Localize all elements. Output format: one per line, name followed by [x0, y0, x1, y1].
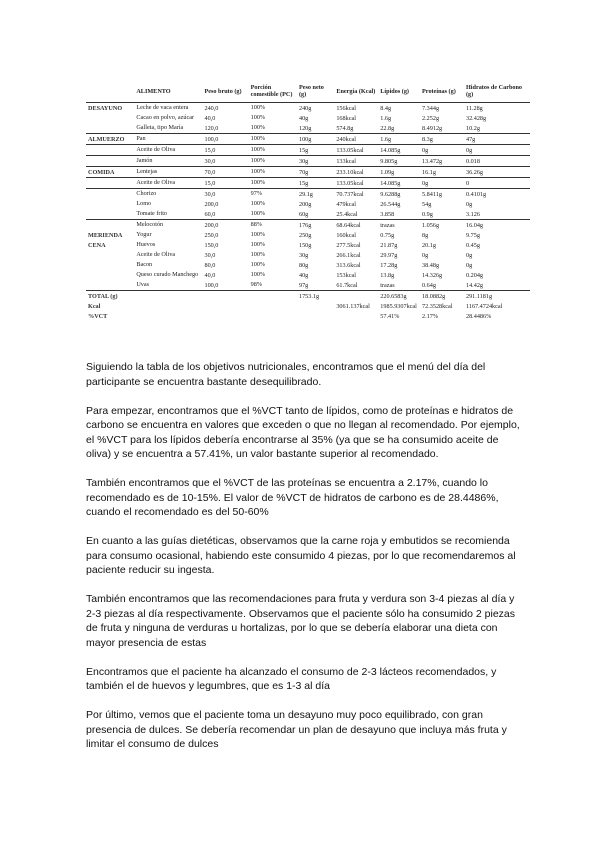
- cell-bruto: 70,0: [202, 167, 248, 178]
- paragraph: Encontramos que el paciente ha alcanzado el consumo de 2-3 lácteos recomendados, y también el de huevos y legumbres, que es 1-3 al día: [86, 665, 497, 692]
- cell-lipidos: 17.28g: [380, 261, 398, 269]
- total-lipidos: 1985.9307kcal: [380, 302, 417, 310]
- food-name: Uvas: [136, 280, 150, 288]
- cell-bruto: 100,0: [204, 281, 219, 289]
- cell-pc: 100%: [250, 260, 266, 268]
- cell-lipidos: 14.085g: [378, 145, 420, 156]
- food-name: Jamón: [134, 156, 202, 167]
- cell-lipidos: trazas: [378, 220, 420, 231]
- cell-energia: 574.8g: [336, 124, 354, 132]
- cell-energia: 25.4kcal: [336, 210, 358, 218]
- cell-energia: 61.7kcal: [336, 281, 358, 289]
- food-name: Aceite de Oliva: [134, 145, 202, 156]
- cell-proteinas: 8.3g: [420, 134, 464, 145]
- cell-neto: 29.1g: [297, 189, 334, 200]
- total-proteinas: 72.3528kcal: [422, 302, 453, 310]
- cell-bruto: 100,0: [202, 134, 248, 145]
- cell-hc: 36.26g: [464, 167, 530, 178]
- cell-hc: 0g: [465, 251, 473, 259]
- table-row: [86, 230, 530, 240]
- total-neto: 1753.1g: [297, 291, 334, 302]
- total-bruto: [202, 291, 248, 302]
- cell-lipidos: 21.87g: [380, 241, 398, 249]
- cell-pc: 100%: [249, 167, 297, 178]
- cell-lipidos: 1.6g: [380, 114, 392, 122]
- cell-neto: 120g: [298, 124, 312, 132]
- total-neto: [297, 311, 334, 321]
- meal-label: COMIDA: [86, 167, 134, 178]
- cell-hc: 0g: [465, 261, 473, 269]
- table-row: [86, 103, 530, 114]
- cell-hc: 0.204g: [465, 271, 483, 279]
- cell-hc: 14.42g: [465, 281, 483, 289]
- cell-pc: 100%: [250, 270, 266, 278]
- total-energia: 3061.137kcal: [336, 302, 370, 310]
- cell-proteinas: 54g: [422, 200, 432, 208]
- meal-label: [86, 260, 134, 270]
- table-row: [86, 113, 530, 123]
- totals-row: [86, 301, 530, 311]
- cell-hc: 47g: [464, 134, 530, 145]
- meal-label: [86, 199, 134, 209]
- cell-pc: 100%: [250, 209, 266, 217]
- cell-lipidos: 29.97g: [380, 251, 398, 259]
- food-name: Cacao en polvo, azúcar: [136, 113, 195, 121]
- cell-neto: 60g: [298, 210, 309, 218]
- cell-proteinas: 0.64g: [422, 281, 436, 289]
- cell-bruto: 240,0: [202, 103, 248, 114]
- cell-neto: 100g: [297, 134, 334, 145]
- column-header: Peso neto (g): [297, 80, 334, 103]
- paragraph: En cuanto a las guías dietéticas, observamos que la carne roja y embutidos se recomienda para consumo ocasional, habiendo este consumido 4 piezas, por lo que recomendaremos al paciente reducir su ingesta.: [86, 535, 516, 576]
- cell-neto: 240g: [297, 103, 334, 114]
- cell-neto: 40g: [298, 114, 309, 122]
- meal-label: MERIENDA: [88, 231, 123, 239]
- food-name: Bacon: [136, 260, 153, 268]
- cell-hc: 9.75g: [465, 231, 480, 239]
- total-pc: [249, 311, 297, 321]
- cell-pc: 100%: [250, 250, 266, 258]
- cell-bruto: 30,0: [202, 156, 248, 167]
- table-body: [86, 103, 530, 322]
- meal-label: [86, 156, 134, 167]
- cell-lipidos: 0.75g: [380, 231, 395, 239]
- cell-lipidos: 9.6288g: [378, 189, 420, 200]
- food-name: Lomo: [136, 199, 152, 207]
- total-bruto: [202, 311, 248, 321]
- empty-cell: [134, 291, 202, 302]
- cell-hc: 0.4101g: [464, 189, 530, 200]
- total-lipidos: 57.41%: [380, 312, 400, 320]
- cell-energia: 240kcal: [334, 134, 378, 145]
- meal-label: CENA: [88, 241, 106, 249]
- table-row: [86, 145, 530, 156]
- total-pc: [249, 301, 297, 311]
- table-row: [86, 220, 530, 231]
- column-header: [86, 80, 134, 103]
- meal-label: ALMUERZO: [86, 134, 134, 145]
- cell-hc: 0.45g: [465, 241, 480, 249]
- meal-label: [86, 270, 134, 280]
- total-energia: [334, 291, 378, 302]
- table-row: [86, 270, 530, 280]
- meal-label: [86, 145, 134, 156]
- paragraph: También encontramos que las recomendaciones para fruta y verdura son 3-4 piezas al día y 2-3 piezas al día respectivamente. Observamos que el paciente sólo ha consumido 2 piezas de fruta y ninguna de verduras u hortalizas, por lo que se debería elaborar una dieta con mayor presencia de estas: [86, 593, 515, 649]
- cell-lipidos: 26.544g: [380, 200, 401, 208]
- cell-hc: 0: [464, 178, 530, 189]
- meal-label: DESAYUNO: [86, 103, 134, 114]
- cell-proteinas: 0g: [420, 178, 464, 189]
- food-name: Aceite de Oliva: [134, 178, 202, 189]
- cell-proteinas: 13.472g: [420, 156, 464, 167]
- column-header: Hidratos de Carbono (g): [464, 80, 530, 103]
- total-neto: [297, 301, 334, 311]
- cell-proteinas: 16.1g: [420, 167, 464, 178]
- cell-hc: 0g: [465, 200, 473, 208]
- empty-cell: [134, 301, 202, 311]
- table-row: [86, 250, 530, 260]
- cell-proteinas: 0g: [422, 251, 429, 259]
- meal-label: [86, 178, 134, 189]
- cell-proteinas: 5.8411g: [420, 189, 464, 200]
- cell-proteinas: 38.48g: [422, 261, 440, 269]
- table-row: [86, 199, 530, 209]
- cell-neto: 97g: [298, 281, 309, 289]
- cell-proteinas: 7.344g: [420, 103, 464, 114]
- cell-bruto: 80,0: [204, 261, 216, 269]
- cell-pc: 100%: [250, 240, 266, 248]
- cell-neto: 250g: [298, 231, 312, 239]
- totals-row: [86, 311, 530, 321]
- cell-bruto: 200,0: [204, 200, 219, 208]
- food-name: Lentejas: [134, 167, 202, 178]
- cell-bruto: 150,0: [204, 241, 219, 249]
- cell-bruto: 40,0: [204, 114, 216, 122]
- food-name: Pan: [134, 134, 202, 145]
- total-hc: 291.1181g: [464, 291, 530, 302]
- cell-hc: 10.2g: [465, 124, 480, 132]
- cell-neto: 200g: [298, 200, 312, 208]
- cell-pc: 100%: [250, 113, 266, 121]
- cell-pc: 100%: [249, 178, 297, 189]
- food-name: Tomate frito: [136, 209, 168, 217]
- cell-neto: 176g: [297, 220, 334, 231]
- meal-label: [86, 189, 134, 200]
- cell-lipidos: 22.8g: [380, 124, 395, 132]
- cell-proteinas: 8g: [422, 231, 429, 239]
- meal-label: [86, 220, 134, 231]
- cell-pc: 100%: [250, 123, 266, 131]
- total-hc: 28.4486%: [465, 312, 492, 320]
- totals-label: Kcal: [88, 302, 101, 310]
- cell-pc: 100%: [249, 156, 297, 167]
- paragraph: Siguiendo la tabla de los objetivos nutricionales, encontramos que el menú del día del participante se encuentra bastante desequilibrado.: [86, 361, 486, 388]
- cell-bruto: 120,0: [204, 124, 219, 132]
- cell-neto: 70g: [297, 167, 334, 178]
- cell-proteinas: 20.1g: [422, 241, 436, 249]
- table-row: [86, 178, 530, 189]
- cell-bruto: 15,0: [202, 178, 248, 189]
- cell-energia: 133.05kcal: [334, 178, 378, 189]
- table-row: [86, 123, 530, 134]
- cell-pc: 100%: [249, 103, 297, 114]
- cell-bruto: 30,0: [202, 189, 248, 200]
- cell-pc: 88%: [249, 220, 297, 231]
- table-row: [86, 189, 530, 200]
- cell-pc: 100%: [250, 199, 266, 207]
- cell-energia: 233.10kcal: [334, 167, 378, 178]
- column-header: Lípidos (g): [378, 80, 420, 103]
- meal-label: [86, 209, 134, 220]
- column-header: Energía (Kcal): [334, 80, 378, 103]
- cell-proteinas: 0.9g: [422, 210, 433, 218]
- food-name: Yogur: [136, 230, 152, 238]
- cell-energia: 70.737kcal: [334, 189, 378, 200]
- table-row: [86, 156, 530, 167]
- cell-bruto: 40,0: [204, 271, 216, 279]
- analysis-text: [86, 360, 526, 766]
- cell-lipidos: 9.805g: [378, 156, 420, 167]
- cell-bruto: 250,0: [204, 231, 219, 239]
- cell-energia: 160kcal: [336, 231, 356, 239]
- total-energia: [334, 311, 378, 321]
- table-row: [86, 280, 530, 291]
- cell-pc: 100%: [249, 145, 297, 156]
- cell-lipidos: 1.6g: [378, 134, 420, 145]
- cell-hc: 3.126: [465, 210, 480, 218]
- total-proteinas: 18.0882g: [420, 291, 464, 302]
- cell-pc: 98%: [250, 280, 262, 288]
- paragraph: Para empezar, encontramos que el %VCT tanto de lípidos, como de proteínas e hidratos de carbono se encuentra en valores que exceden o que no llegan al recomendado. Por ejemplo, el %VCT para los lípidos debería encontrarse al 35% (ya que se ha consumido aceite de oliva) y se encuentra a 57.41%, un valor bastante superior al recomendado.: [86, 404, 520, 460]
- cell-bruto: 30,0: [204, 251, 216, 259]
- table-row: [86, 134, 530, 145]
- cell-neto: 30g: [298, 251, 309, 259]
- cell-energia: 68.64kcal: [334, 220, 378, 231]
- cell-pc: 100%: [250, 230, 266, 238]
- cell-energia: 168kcal: [336, 114, 356, 122]
- food-name: Chorizo: [134, 189, 202, 200]
- column-header: ALIMENTO: [134, 80, 202, 103]
- empty-cell: [134, 311, 202, 321]
- totals-row: [86, 291, 530, 302]
- cell-neto: 150g: [298, 241, 312, 249]
- paragraph: Por último, vemos que el paciente toma un desayuno muy poco equilibrado, con gran presencia de dulces. Se debería recomendar un plan de desayuno que incluya más fruta y limitar el consumo de dulces: [86, 709, 507, 750]
- food-name: Huevos: [136, 240, 156, 248]
- column-header: Proteínas (g): [420, 80, 464, 103]
- total-bruto: [202, 301, 248, 311]
- totals-label: %VCT: [88, 312, 108, 320]
- cell-neto: 15g: [297, 178, 334, 189]
- food-name: Melocotón: [134, 220, 202, 231]
- cell-bruto: 15,0: [202, 145, 248, 156]
- meal-label: [86, 113, 134, 123]
- total-hc: 1167.4724kcal: [465, 302, 503, 310]
- cell-energia: 156kcal: [334, 103, 378, 114]
- cell-hc: 0.018: [464, 156, 530, 167]
- cell-bruto: 200,0: [202, 220, 248, 231]
- total-proteinas: 2.17%: [422, 312, 439, 320]
- cell-bruto: 60,0: [204, 210, 216, 218]
- meal-label: [86, 123, 134, 134]
- cell-pc: 97%: [249, 189, 297, 200]
- cell-energia: 153kcal: [336, 271, 356, 279]
- table-header-row: [86, 80, 530, 103]
- total-pc: [249, 291, 297, 302]
- cell-neto: 15g: [297, 145, 334, 156]
- column-header: Porción comestible (PC): [249, 80, 297, 103]
- cell-neto: 80g: [298, 261, 309, 269]
- cell-lipidos: 14.085g: [378, 178, 420, 189]
- cell-hc: 16.04g: [464, 220, 530, 231]
- table-row: [86, 260, 530, 270]
- nutrition-table: [86, 80, 530, 321]
- table-row: [86, 209, 530, 220]
- cell-lipidos: 13.8g: [380, 271, 395, 279]
- cell-hc: 32.428g: [465, 114, 487, 122]
- cell-energia: 313.6kcal: [336, 261, 361, 269]
- food-name: Galleta, tipo María: [136, 123, 184, 131]
- cell-hc: 0g: [464, 145, 530, 156]
- cell-energia: 479kcal: [336, 200, 356, 208]
- cell-proteinas: 14.326g: [422, 271, 443, 279]
- food-name: Queso curado Manchego: [136, 270, 199, 278]
- cell-energia: 277.5kcal: [336, 241, 361, 249]
- totals-label: TOTAL (g): [86, 291, 134, 302]
- food-name: Aceite de Oliva: [136, 250, 176, 258]
- cell-energia: 266.1kcal: [336, 251, 361, 259]
- meal-label: [86, 250, 134, 260]
- cell-proteinas: 8.4912g: [422, 124, 443, 132]
- cell-lipidos: 3.858: [380, 210, 395, 218]
- table-row: [86, 240, 530, 250]
- cell-neto: 40g: [298, 271, 309, 279]
- cell-proteinas: 0g: [420, 145, 464, 156]
- cell-hc: 11.28g: [464, 103, 530, 114]
- cell-energia: 133kcal: [334, 156, 378, 167]
- cell-energia: 133.05kcal: [334, 145, 378, 156]
- cell-proteinas: 1.056g: [420, 220, 464, 231]
- cell-proteinas: 2.252g: [422, 114, 440, 122]
- cell-pc: 100%: [249, 134, 297, 145]
- table-row: [86, 167, 530, 178]
- meal-label: [86, 280, 134, 291]
- cell-lipidos: trazas: [380, 281, 395, 289]
- cell-lipidos: 1.09g: [378, 167, 420, 178]
- cell-lipidos: 8.4g: [378, 103, 420, 114]
- column-header: Peso bruto (g): [202, 80, 248, 103]
- total-lipidos: 220.6583g: [378, 291, 420, 302]
- food-name: Leche de vaca entera: [134, 103, 202, 114]
- cell-neto: 30g: [297, 156, 334, 167]
- paragraph: También encontramos que el %VCT de las proteínas se encuentra a 2.17%, cuando lo recomendado es de 10-15%. El valor de %VCT de hidratos de carbono es de 28.4486%, cuando el recomendado es del 50-60%: [86, 477, 499, 518]
